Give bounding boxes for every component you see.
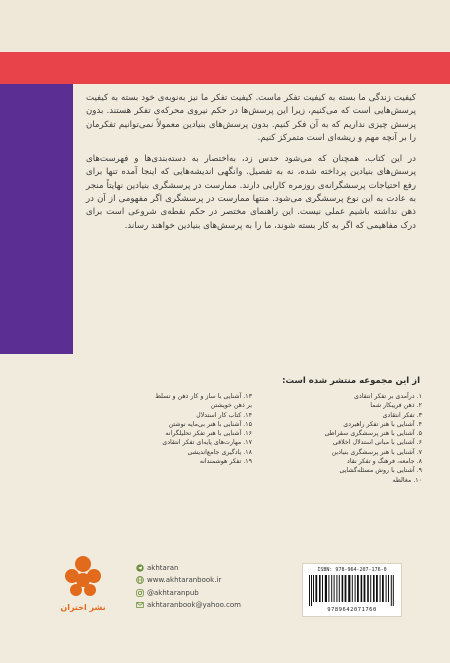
globe-icon — [136, 576, 144, 584]
barcode — [302, 563, 402, 617]
contact-text: akhtaran — [147, 563, 179, 572]
list-item: ۱۵. آشنایی با هنر بی‌مایه نوشتن — [168, 420, 252, 428]
telegram-icon — [136, 564, 144, 572]
list-item: ۸. جامعه، فرهنگ و تفکر نقاد — [347, 458, 422, 466]
cover-top-band — [0, 0, 450, 52]
list-item: ۱۹. تفکر هوشمندانه — [199, 458, 252, 466]
list-item: ۱۷. مهارت‌های پایه‌ای تفکر انتقادی — [162, 439, 252, 447]
isbn-label: ISBN: 978-964-207-176-0 — [317, 567, 387, 573]
contact-instagram — [136, 587, 286, 598]
blurb-paragraph-2: در این کتاب، همچنان که می‌شود حدس زد، به‌اختصار به دسته‌بندی‌ها و فهرست‌های پرسش‌های بنیادین پرداخته شده، نه به تفصیل. وانگهی اندیشه‌هایی که اینجا آمده تنها برای رفع احتیاجات پرسشگرانه‌ی روزمره کارایی دارند. ممارست در پرسشگری بنیادین نهایتاً منجر به عادت به این نوع پرسشگری می‌شود. منتها ممارست در پرسشگری اگر مفهومی از آن در ذهن نداشته باشیم عملی نیست. این راهنمای مختصر در حکم نقطه‌ی شروعی است برای درک مفاهیمی که اگر به کار بسته شوند، ما را به پرسش‌های بنیادین خواهند رساند. — [86, 154, 416, 231]
list-item: ۳. تفکر انتقادی — [382, 411, 422, 419]
contact-email — [136, 600, 286, 611]
series-title: از این مجموعه منتشر شده است: — [282, 376, 420, 386]
barcode-bars — [309, 575, 395, 606]
list-item: ۵. آشنایی با هنر پرسشگری سقراطی — [324, 430, 422, 438]
list-item: ۱۸. یادگیری جامع‌اندیشی — [187, 448, 252, 456]
email-icon — [136, 601, 144, 609]
contact-telegram — [136, 562, 286, 573]
contact-text: www.akhtaranbook.ir — [147, 576, 222, 584]
list-item: ۷. آشنایی با هنر پرسشگری بنیادین — [331, 448, 422, 456]
list-item: ۱۳. آشنایی با ساز و کار ذهن و تسلط — [155, 393, 252, 400]
publisher-contacts — [136, 562, 286, 612]
contact-text: @akhtaranpub — [147, 588, 199, 597]
list-item: ۲. ذهن فریبکار شما — [370, 402, 422, 410]
back-cover-blurb — [86, 92, 416, 241]
publisher-name: نشر اختران — [60, 603, 106, 612]
series-list-right — [272, 392, 422, 485]
list-item: ۱۰. مغالطه — [392, 476, 422, 484]
list-item: ۶. آشنایی با مبانی استدلال اخلاقی — [332, 439, 422, 447]
list-item: ۱. درآمدی بر تفکر انتقادی — [354, 393, 422, 400]
list-item: ۹. آشنایی با روش مسئله‌گشایی — [339, 467, 422, 475]
cover-purple-bar — [0, 84, 73, 354]
instagram-icon — [136, 589, 144, 597]
list-item: بر ذهن خویشتن — [210, 402, 252, 410]
series-list-left — [102, 392, 252, 466]
contact-text: akhtaranbook@yahoo.com — [147, 601, 241, 609]
list-item: ۱۶. آشنایی با هنر تفکر تحلیلگرانه — [165, 430, 252, 438]
publisher-logo-icon — [58, 552, 108, 602]
list-item: ۴. آشنایی با هنر تفکر راهبردی — [343, 420, 422, 428]
contact-website — [136, 575, 286, 586]
blurb-paragraph-1: کیفیت زندگی ما بسته به کیفیت تفکر ماست. کیفیت تفکر ما نیز به‌نوبه‌ی خود بسته به کیفیت پرسش‌هایی است که می‌کنیم، زیرا این پرسش‌ها در حکم نیروی محرکه‌ی تفکر هستند. بدون پرسش چیزی نداریم که به آن فکر کنیم. بدون پرسش‌های بنیادین معمولاً نمی‌توانیم تفکرمان را بر آنچه مهم و ریشه‌ای است متمرکز کنیم. — [86, 93, 416, 143]
list-item: ۱۴. کتاب کار استدلال — [196, 411, 252, 419]
barcode-number: 9789642071760 — [327, 607, 377, 613]
cover-red-band — [0, 52, 450, 84]
